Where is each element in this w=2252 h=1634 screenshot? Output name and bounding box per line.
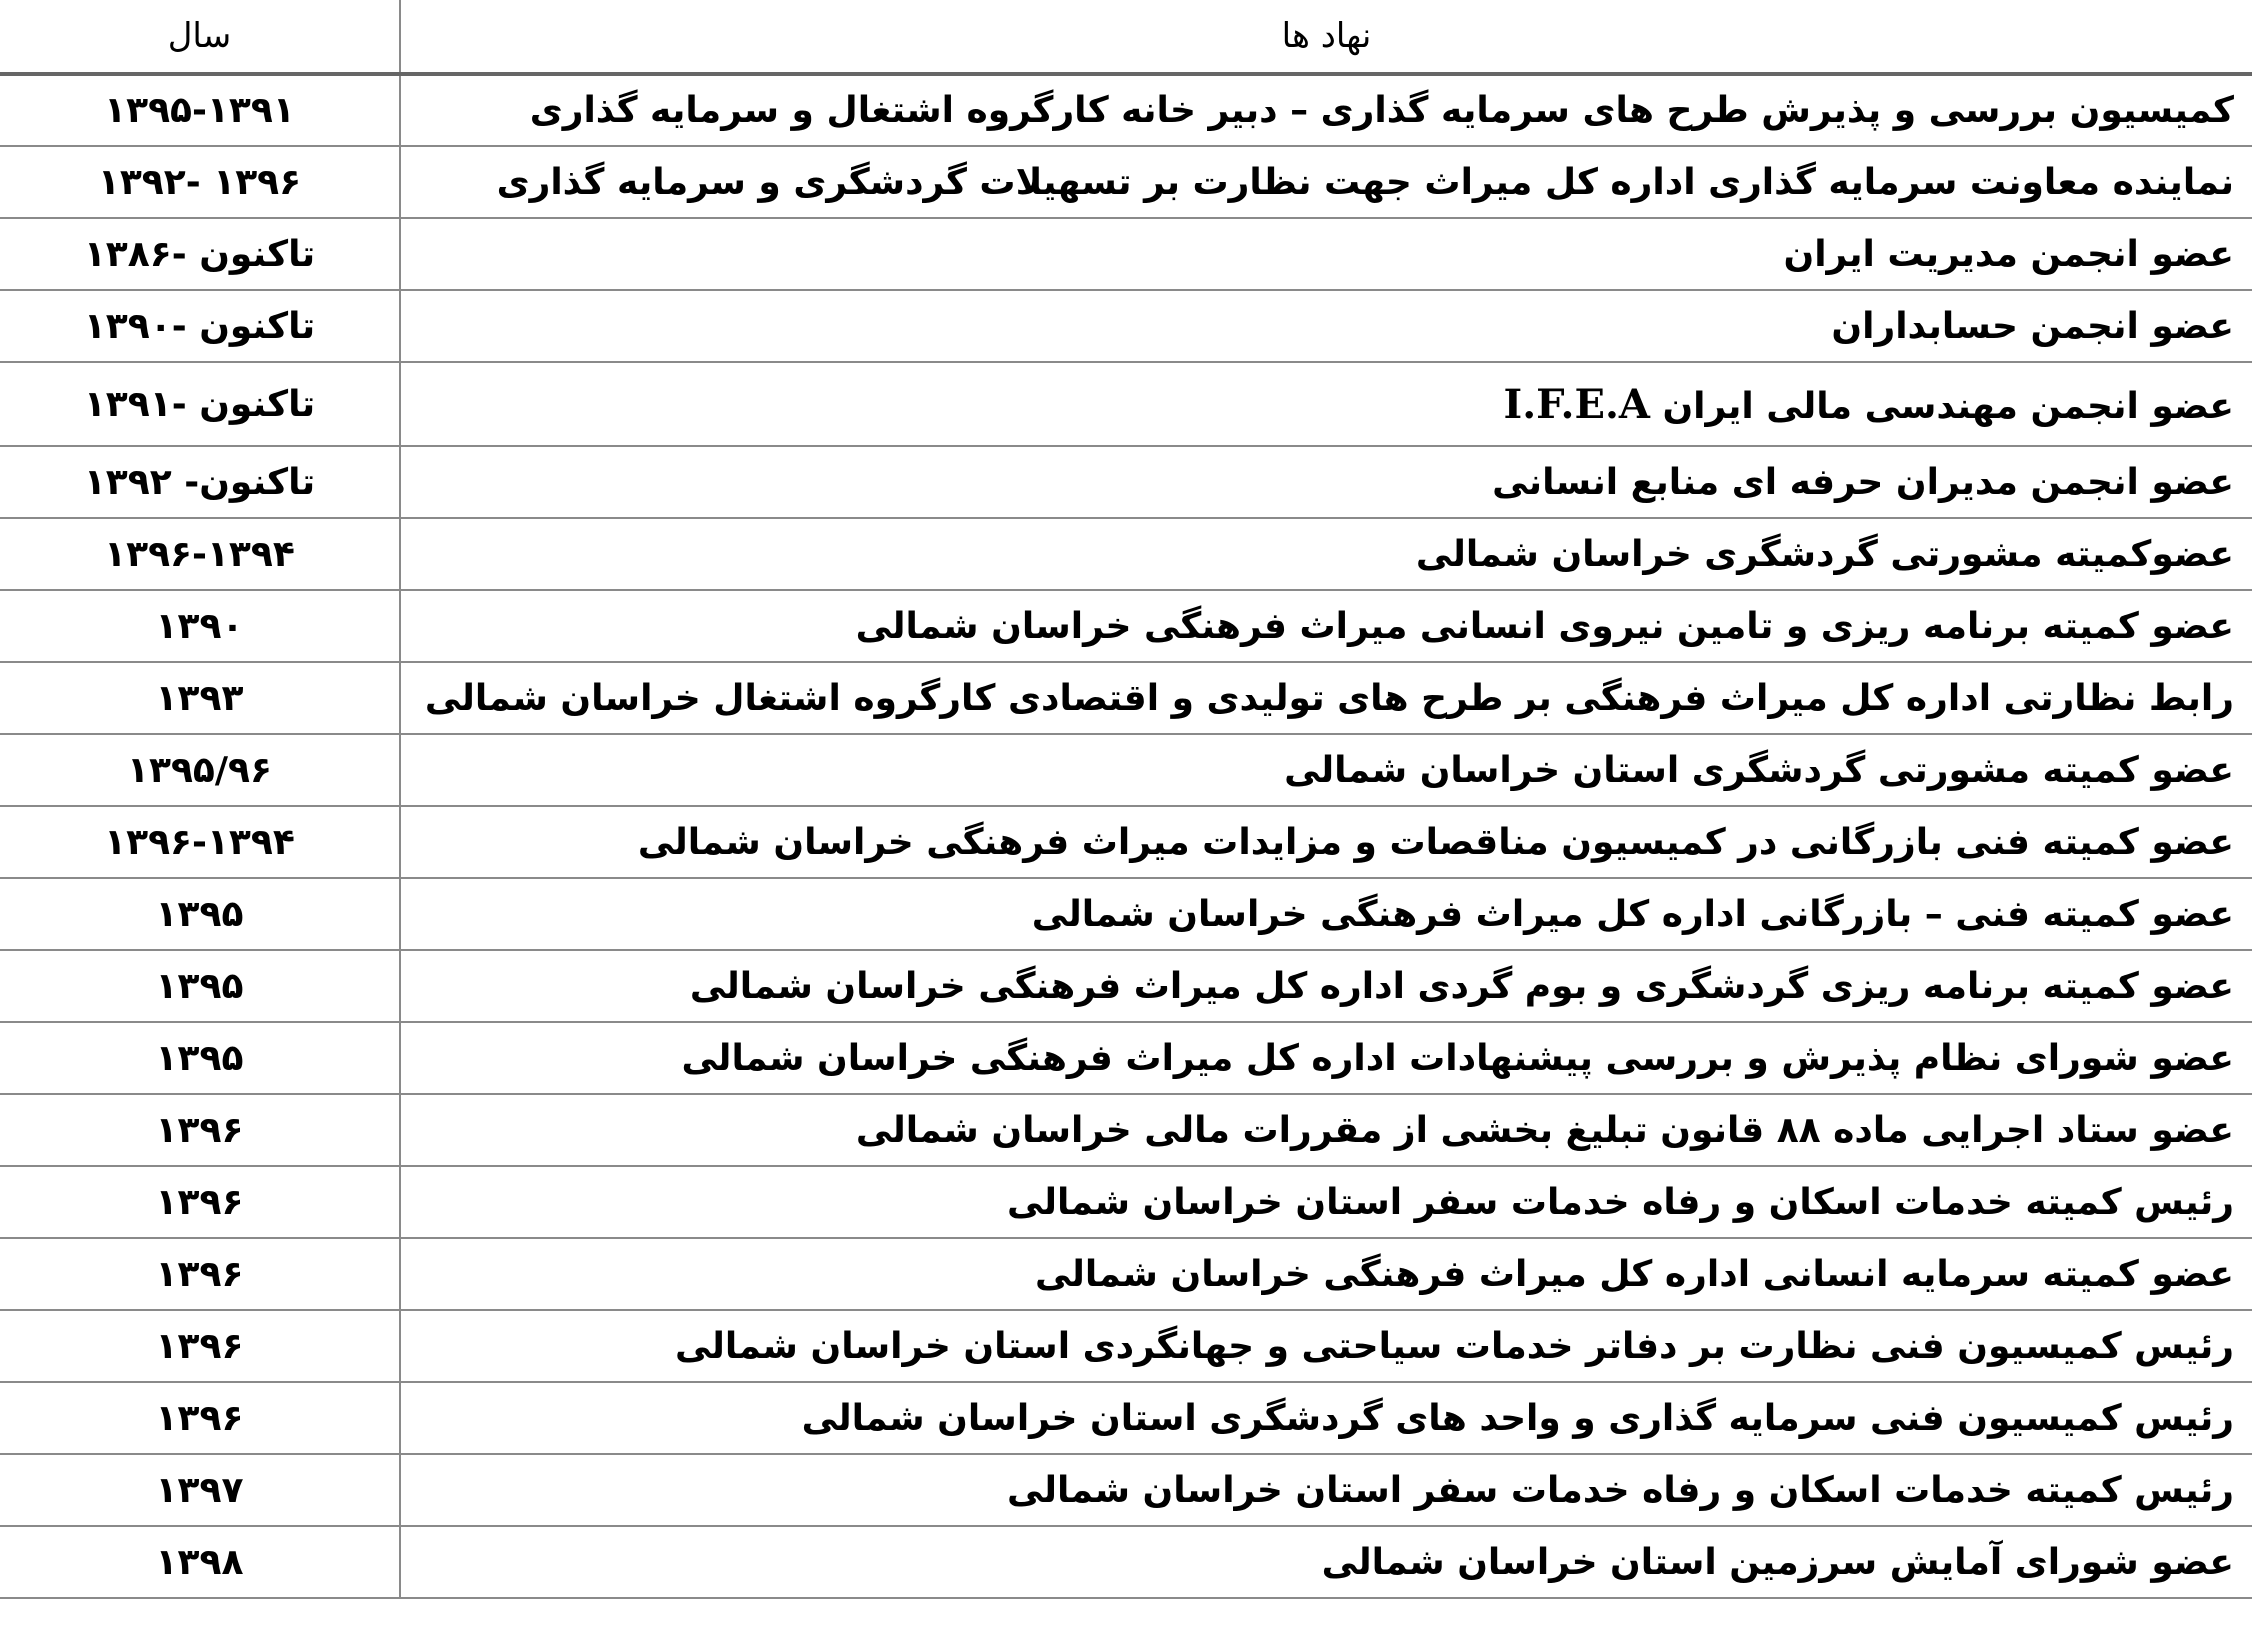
institution-cell: عضو کمیته فنی – بازرگانی اداره کل میراث فرهنگی خراسان شمالی: [400, 878, 2252, 950]
table-row: [0, 1526, 2252, 1598]
table-row: [0, 734, 2252, 806]
institution-cell: عضو کمیته فنی بازرگانی در کمیسیون مناقصات و مزایدات میراث فرهنگی خراسان شمالی: [400, 806, 2252, 878]
table-row: [0, 1022, 2252, 1094]
year-cell: ۱۳۹۵/۹۶: [0, 734, 400, 806]
table-row: [0, 218, 2252, 290]
institution-cell: رئیس کمیسیون فنی نظارت بر دفاتر خدمات سیاحتی و جهانگردی استان خراسان شمالی: [400, 1310, 2252, 1382]
table-header-row: [0, 0, 2252, 74]
year-cell: ۱۳۹۶: [0, 1238, 400, 1310]
year-cell: ۱۳۹۶-۱۳۹۴: [0, 518, 400, 590]
institution-cell: رابط نظارتی اداره کل میراث فرهنگی بر طرح های تولیدی و اقتصادی کارگروه اشتغال خراسان شمالی: [400, 662, 2252, 734]
table-row: [0, 290, 2252, 362]
year-cell: ۱۳۹۶: [0, 1166, 400, 1238]
year-cell: ۱۳۹۶ -۱۳۹۲: [0, 146, 400, 218]
table-row: [0, 518, 2252, 590]
table-row: [0, 1454, 2252, 1526]
year-cell: تاکنون -۱۳۸۶: [0, 218, 400, 290]
year-cell: ۱۳۹۷: [0, 1454, 400, 1526]
institution-cell: رئیس کمیسیون فنی سرمایه گذاری و واحد های گردشگری استان خراسان شمالی: [400, 1382, 2252, 1454]
year-cell: ۱۳۹۵: [0, 878, 400, 950]
institution-cell: عضو ستاد اجرایی ماده ۸۸ قانون تبلیغ بخشی از مقررات مالی خراسان شمالی: [400, 1094, 2252, 1166]
table-row: [0, 950, 2252, 1022]
year-column-header: سال: [0, 0, 400, 74]
institution-cell: رئیس کمیته خدمات اسکان و رفاه خدمات سفر استان خراسان شمالی: [400, 1454, 2252, 1526]
table-row: [0, 1094, 2252, 1166]
year-cell: ۱۳۹۶: [0, 1382, 400, 1454]
institution-cell: عضو انجمن مدیریت ایران: [400, 218, 2252, 290]
ifea-acronym: I.F.E.A: [1503, 380, 1650, 428]
institution-cell: عضو کمیته مشورتی گردشگری استان خراسان شمالی: [400, 734, 2252, 806]
year-cell: تاکنون- ۱۳۹۲: [0, 446, 400, 518]
year-cell: ۱۳۹۶: [0, 1310, 400, 1382]
year-cell: ۱۳۹۳: [0, 662, 400, 734]
year-cell: ۱۳۹۵: [0, 950, 400, 1022]
institution-cell: عضو کمیته برنامه ریزی و تامین نیروی انسانی میراث فرهنگی خراسان شمالی: [400, 590, 2252, 662]
year-cell: ۱۳۹۶: [0, 1094, 400, 1166]
table-row: [0, 1310, 2252, 1382]
table-row: [0, 74, 2252, 146]
institution-cell: نماینده معاونت سرمایه گذاری اداره کل میراث جهت نظارت بر تسهیلات گردشگری و سرمایه گذاری: [400, 146, 2252, 218]
institution-column-header: نهاد ها: [400, 0, 2252, 74]
table-row: [0, 662, 2252, 734]
table-row: [0, 146, 2252, 218]
institution-cell: عضو انجمن حسابداران: [400, 290, 2252, 362]
year-cell: ۱۳۹۶-۱۳۹۴: [0, 806, 400, 878]
institution-text: عضو انجمن مهندسی مالی ایران: [1662, 385, 2234, 427]
institution-cell: [400, 362, 2252, 446]
table-row: [0, 446, 2252, 518]
year-cell: ۱۳۹۵: [0, 1022, 400, 1094]
table-row: [0, 1238, 2252, 1310]
institution-cell: عضو انجمن مدیران حرفه ای منابع انسانی: [400, 446, 2252, 518]
institution-cell: عضو شورای نظام پذیرش و بررسی پیشنهادات اداره کل میراث فرهنگی خراسان شمالی: [400, 1022, 2252, 1094]
institution-cell: کمیسیون بررسی و پذیرش طرح های سرمایه گذاری – دبیر خانه کارگروه اشتغال و سرمایه گذاری: [400, 74, 2252, 146]
institution-cell: عضو کمیته سرمایه انسانی اداره کل میراث فرهنگی خراسان شمالی: [400, 1238, 2252, 1310]
institution-cell: عضوکمیته مشورتی گردشگری خراسان شمالی: [400, 518, 2252, 590]
table-row: [0, 806, 2252, 878]
year-cell: ۱۳۹۰: [0, 590, 400, 662]
year-cell: ۱۳۹۸: [0, 1526, 400, 1598]
institution-cell: عضو کمیته برنامه ریزی گردشگری و بوم گردی اداره کل میراث فرهنگی خراسان شمالی: [400, 950, 2252, 1022]
table-row: [0, 362, 2252, 446]
institution-cell: عضو شورای آمایش سرزمین استان خراسان شمالی: [400, 1526, 2252, 1598]
year-cell: تاکنون -۱۳۹۱: [0, 362, 400, 446]
year-cell: ۱۳۹۵-۱۳۹۱: [0, 74, 400, 146]
table-row: [0, 590, 2252, 662]
year-cell: تاکنون -۱۳۹۰: [0, 290, 400, 362]
institution-cell: رئیس کمیته خدمات اسکان و رفاه خدمات سفر استان خراسان شمالی: [400, 1166, 2252, 1238]
table-row: [0, 878, 2252, 950]
table-row: [0, 1166, 2252, 1238]
table-row: [0, 1382, 2252, 1454]
